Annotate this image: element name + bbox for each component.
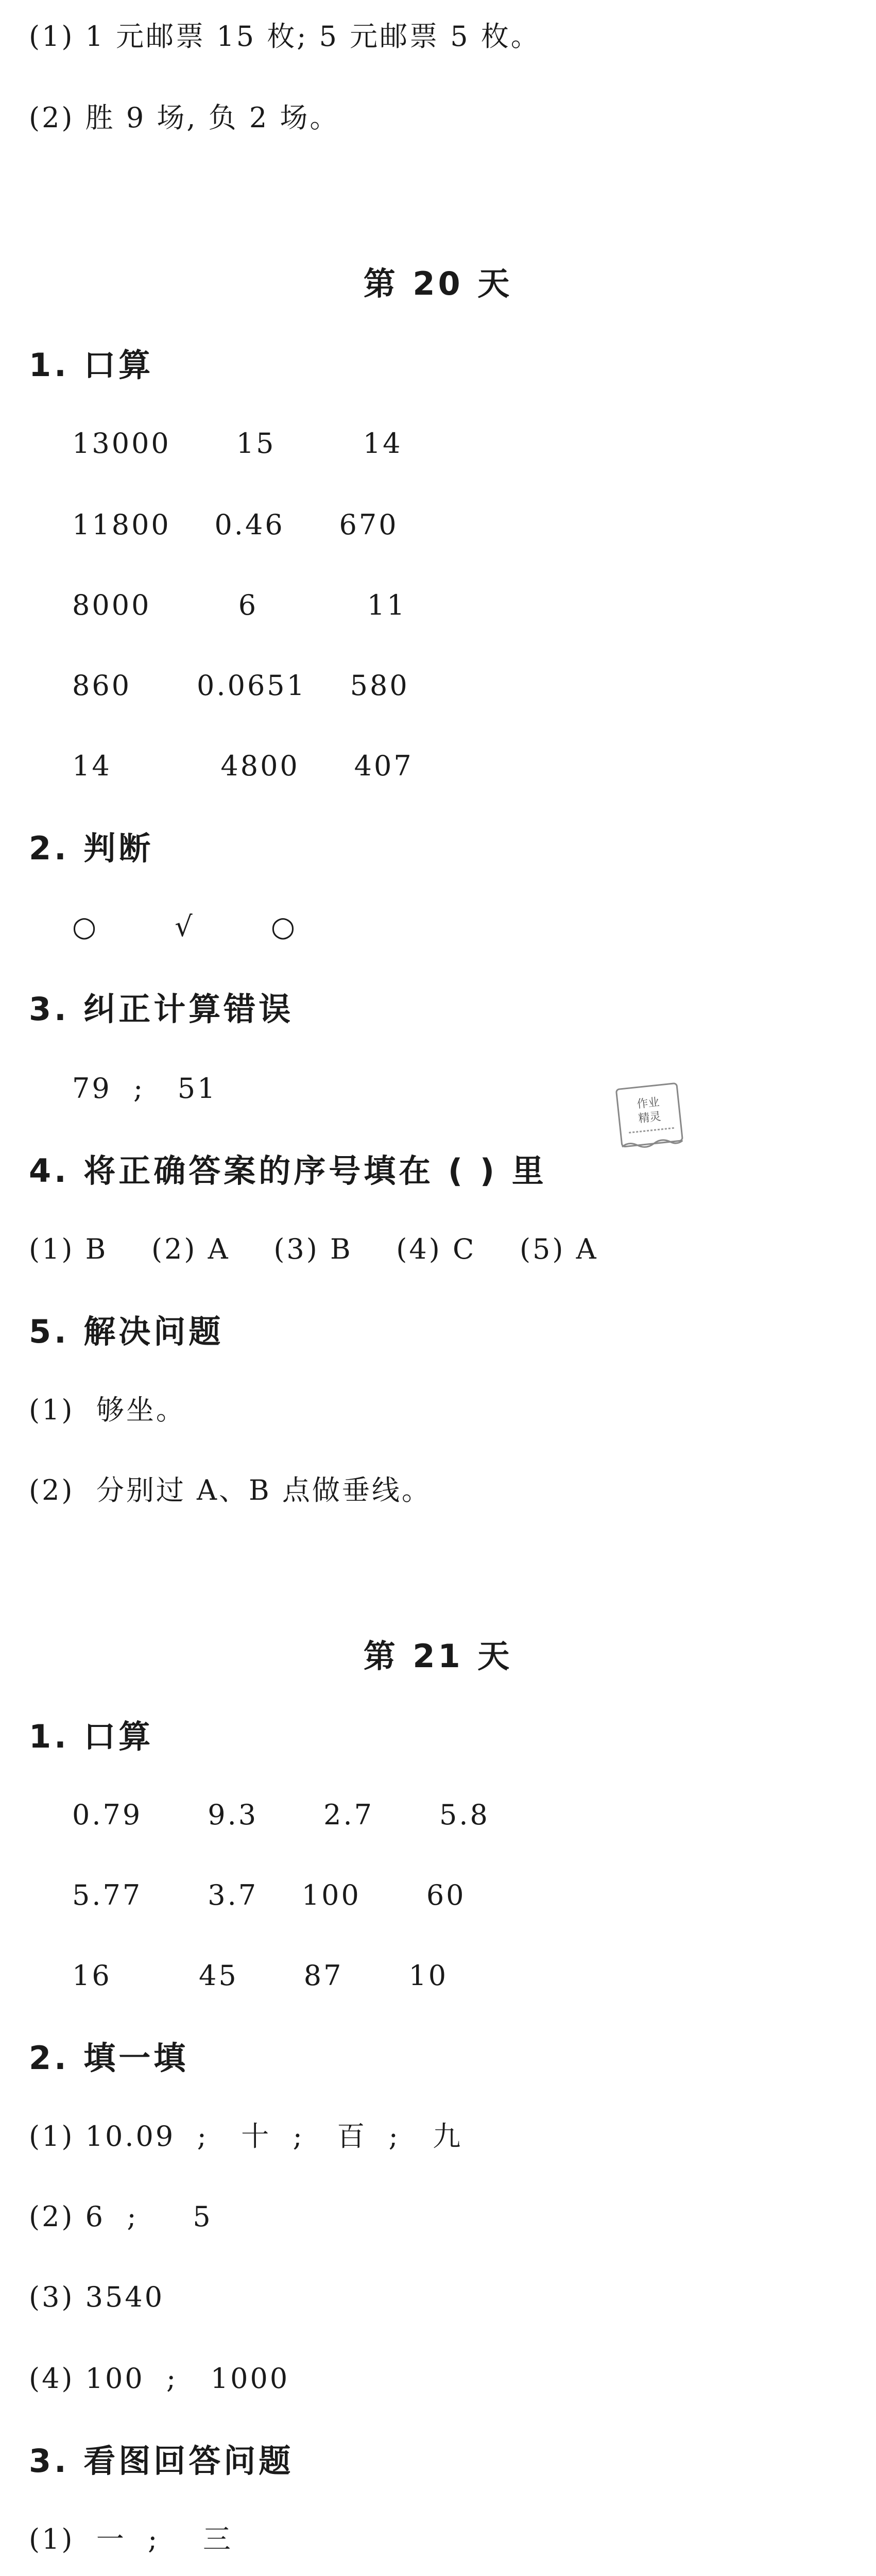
day-title: 第 21 天 [363, 1637, 513, 1675]
answer-row: (1) 10.09 ; 十 ; 百 ; 九 [29, 2120, 463, 2153]
answer-row: 8000 6 11 [72, 589, 407, 621]
answer-row: (2) 6 ; 5 [29, 2200, 213, 2233]
answer-row: 5.77 3.7 100 60 [72, 1879, 466, 1911]
answer-row: (3) 3540 [29, 2281, 165, 2313]
answer-row: 0.79 9.3 2.7 5.8 [72, 1799, 490, 1831]
stamp-text: 作业 [636, 1096, 660, 1111]
section-heading: 1. 口算 [29, 346, 154, 384]
answer-row: ○ √ ○ [72, 910, 297, 943]
section-heading: 3. 看图回答问题 [29, 2442, 294, 2480]
answer-row: (1) B (2) A (3) B (4) C (5) A [29, 1233, 598, 1265]
answer-line: (1) 1 元邮票 15 枚; 5 元邮票 5 枚。 [29, 20, 541, 53]
answer-row: 14 4800 407 [72, 750, 414, 782]
stamp-text: 精灵 [638, 1110, 662, 1126]
answer-row: 16 45 87 10 [72, 1959, 449, 1992]
answer-row: (4) 100 ; 1000 [29, 2362, 290, 2395]
answer-row: 860 0.0651 580 [72, 669, 409, 702]
section-heading: 3. 纠正计算错误 [29, 990, 294, 1028]
answer-line: (2) 胜 9 场, 负 2 场。 [29, 101, 340, 134]
answer-row: 11800 0.46 670 [72, 509, 399, 541]
day-title: 第 20 天 [363, 265, 513, 302]
section-heading: 1. 口算 [29, 1718, 154, 1755]
section-heading: 2. 判断 [29, 829, 154, 867]
stamp-icon [612, 1077, 689, 1154]
answer-row: 13000 15 14 [72, 427, 403, 460]
section-heading: 2. 填一填 [29, 2039, 189, 2077]
answer-row: (2) 分别过 A、B 点做垂线。 [29, 1474, 432, 1506]
answer-row: (1) 一 ; 三 [29, 2523, 233, 2555]
section-heading: 4. 将正确答案的序号填在 ( ) 里 [29, 1152, 547, 1190]
answer-row: 79 ; 51 [72, 1072, 217, 1105]
section-heading: 5. 解决问题 [29, 1313, 224, 1350]
answer-row: (1) 够坐。 [29, 1394, 186, 1426]
